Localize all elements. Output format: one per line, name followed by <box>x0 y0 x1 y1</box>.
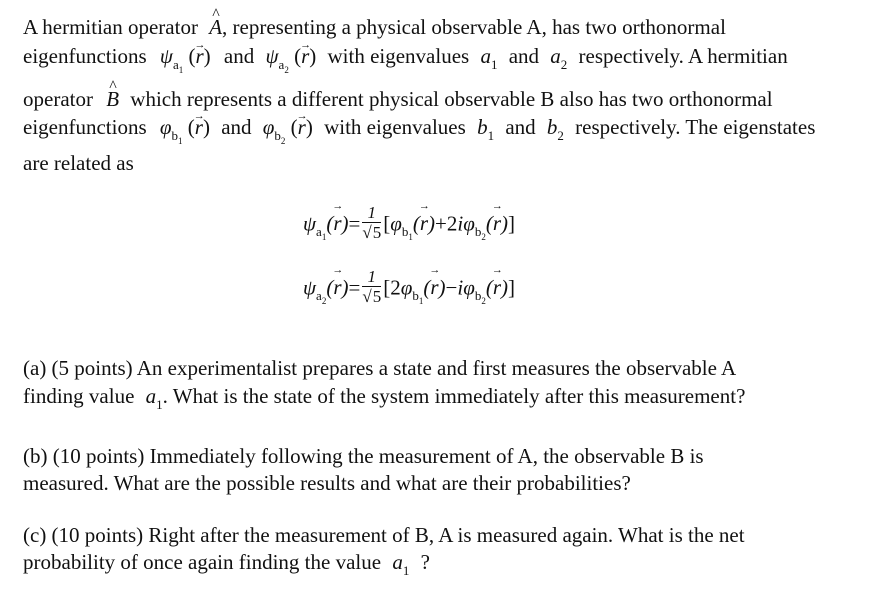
question-b-line-2: measured. What are the possible results and what are their probabilities? <box>23 471 631 495</box>
question-b-line-1: (b) (10 points) Immediately following the measurement of A, the observable B is <box>23 444 704 468</box>
eigenvalue-a1: $a_1$ <box>480 44 498 72</box>
phi-b2: $\varphi_{b_2}$ <box>262 115 286 146</box>
intro-text: eigenfunctions <box>23 44 147 68</box>
intro-text: A hermitian operator <box>23 15 198 39</box>
question-a-line-1: (a) (5 points) An experimentalist prepares a state and first measures the observable A <box>23 356 737 380</box>
question-c-line-1: (c) (10 points) Right after the measurement of B, A is measured again. What is the net <box>23 523 745 547</box>
eigenvalue-b1: $b_1$ <box>477 115 495 143</box>
equation-1: $\psi_{a_1}(\to r)=$ $\frac{1}{√5}$ $[\varphi_{b_1}(\to r)+2i\varphi_{b_2}(\to r)]$ <box>303 206 515 245</box>
intro-text: which represents a different physical observable B also has two orthonormal <box>130 87 773 111</box>
phi-b1: $\varphi_{b_1}$ <box>159 115 183 146</box>
equation-2: $\psi_{a_2}(\to r)=$ $\frac{1}{√5}$ $[2\varphi_{b_1}(\to r)-i\varphi_{b_2}(\to r)]$ <box>303 270 515 309</box>
psi-a2: $\psi_{a_2}$ <box>265 44 289 75</box>
intro-text: operator <box>23 87 93 111</box>
vector-r: → r <box>195 43 203 69</box>
intro-line-3 <box>23 86 773 112</box>
question-a-line-2: finding value $a_1$. What is the state of the system immediately after this measurement? <box>23 384 746 412</box>
intro-line-1 <box>23 14 726 40</box>
eigenvalue-a2: $a_2$ <box>550 44 568 72</box>
operator-a-hat: ^ A <box>209 14 222 40</box>
intro-line-2: eigenfunctions $\psi_{a_1}$ (→ r) and $\psi_{a_2}$ (→ r) with eigenvalues $a_1$ and $a_2$ respectively. A hermitian <box>23 43 788 73</box>
eigenvalue-a1: $a_1$ <box>145 384 163 412</box>
eigenvalue-b2: $b_2$ <box>546 115 564 143</box>
intro-line-5: are related as <box>23 151 134 175</box>
question-c-line-2: probability of once again finding the value $a_1$ ? <box>23 550 430 578</box>
operator-b-hat: ^ B <box>106 86 119 112</box>
psi-a1: $\psi_{a_1}$ <box>159 44 184 75</box>
intro-text: , representing a physical observable A, has two orthonormal <box>222 15 726 39</box>
intro-line-4: eigenfunctions $\varphi_{b_1}$ (→ r) and $\varphi_{b_2}$ (→ r) with eigenvalues $b_1$ and $b_2$ respectively. The eigenstates <box>23 114 815 144</box>
eigenvalue-a1: $a_1$ <box>392 550 410 578</box>
